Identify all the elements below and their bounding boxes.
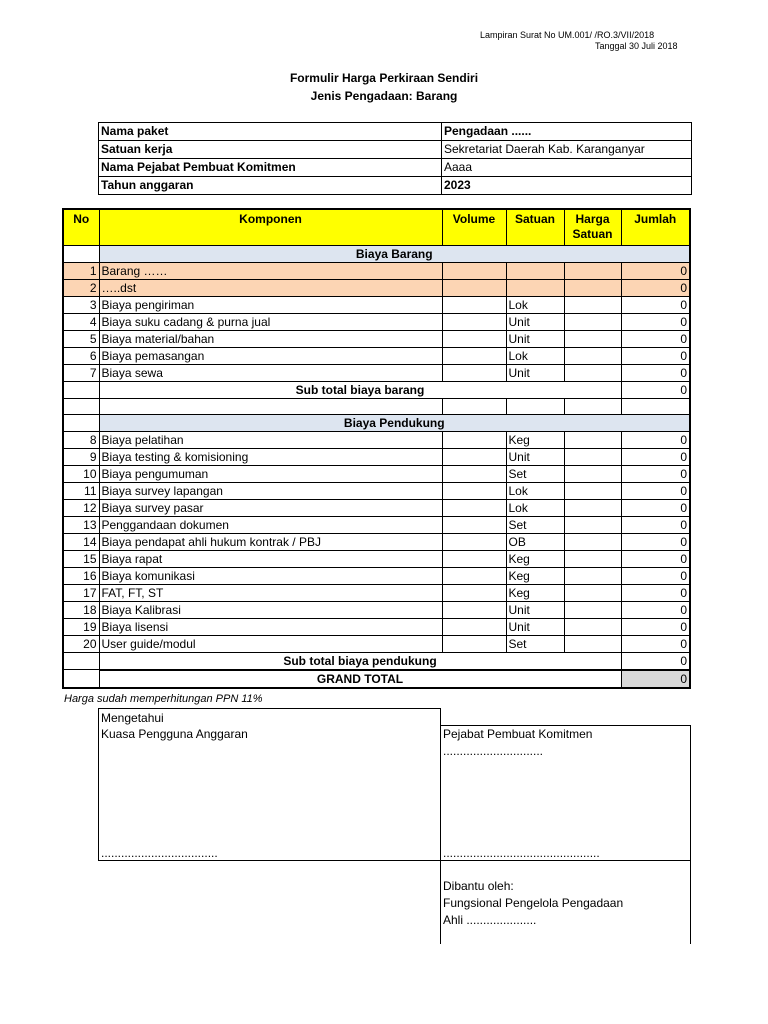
row-satuan: Unit (506, 364, 564, 381)
row-satuan: Keg (506, 584, 564, 601)
section-biaya-pendukung-row (63, 414, 690, 431)
row-volume (442, 262, 506, 279)
sig-helper-label: Dibantu oleh: (443, 879, 514, 893)
row-komponen: Biaya pendapat ahli hukum kontrak / PBJ (99, 533, 442, 550)
row-harga-satuan (564, 364, 621, 381)
row-jumlah: 0 (621, 618, 690, 635)
info-row (99, 159, 692, 177)
table-row (63, 330, 690, 347)
row-satuan: Set (506, 635, 564, 652)
subtotal-barang-value: 0 (621, 381, 690, 398)
grand-total-row (63, 670, 690, 688)
cost-table (62, 208, 691, 689)
header-jumlah: Jumlah (621, 209, 690, 245)
form-title: Formulir Harga Perkiraan Sendiri (289, 71, 479, 85)
row-komponen: …..dst (99, 279, 442, 296)
row-jumlah: 0 (621, 584, 690, 601)
sig-ppk-dots-top: .............................. (443, 744, 544, 758)
row-jumlah: 0 (621, 635, 690, 652)
row-komponen: Biaya rapat (99, 550, 442, 567)
sig-middle-border (440, 708, 441, 944)
row-harga-satuan (564, 499, 621, 516)
row-harga-satuan (564, 330, 621, 347)
grand-total-label: GRAND TOTAL (99, 670, 621, 688)
row-jumlah: 0 (621, 330, 690, 347)
table-row (63, 364, 690, 381)
sig-right-border (690, 725, 691, 944)
row-no: 19 (63, 618, 99, 635)
row-harga-satuan (564, 465, 621, 482)
info-value: Sekretariat Daerah Kab. Karanganyar (442, 141, 692, 159)
row-satuan: Unit (506, 618, 564, 635)
subtotal-pendukung-value: 0 (621, 652, 690, 670)
row-volume (442, 364, 506, 381)
row-satuan: Keg (506, 550, 564, 567)
row-komponen: Biaya sewa (99, 364, 442, 381)
row-harga-satuan (564, 550, 621, 567)
letter-reference: Lampiran Surat No UM.001/ /RO.3/VII/2018 (480, 30, 655, 40)
empty-cell (63, 398, 99, 414)
row-no: 13 (63, 516, 99, 533)
row-no: 4 (63, 313, 99, 330)
header-volume: Volume (442, 209, 506, 245)
row-komponen: Biaya komunikasi (99, 567, 442, 584)
subtotal-pendukung-row (63, 652, 690, 670)
row-satuan: Unit (506, 601, 564, 618)
row-harga-satuan (564, 347, 621, 364)
row-satuan: Lok (506, 296, 564, 313)
row-volume (442, 550, 506, 567)
table-row (63, 601, 690, 618)
row-komponen: Biaya material/bahan (99, 330, 442, 347)
info-label: Nama paket (99, 123, 442, 141)
row-no: 7 (63, 364, 99, 381)
table-row (63, 279, 690, 296)
sig-kpa-title: Kuasa Pengguna Anggaran (101, 727, 248, 741)
row-volume (442, 601, 506, 618)
row-no: 12 (63, 499, 99, 516)
row-harga-satuan (564, 533, 621, 550)
row-satuan: Lok (506, 499, 564, 516)
row-komponen: Biaya survey pasar (99, 499, 442, 516)
empty-cell (564, 398, 621, 414)
row-satuan: Lok (506, 347, 564, 364)
table-row (63, 482, 690, 499)
empty-cell (506, 398, 564, 414)
row-satuan (506, 262, 564, 279)
info-value: Pengadaan ...... (442, 123, 692, 141)
row-harga-satuan (564, 601, 621, 618)
row-komponen: Biaya suku cadang & purna jual (99, 313, 442, 330)
subtotal-barang-label: Sub total biaya barang (99, 381, 621, 398)
subtotal-barang-row (63, 381, 690, 398)
row-satuan: OB (506, 533, 564, 550)
row-volume (442, 465, 506, 482)
row-jumlah: 0 (621, 567, 690, 584)
empty-cell (99, 398, 442, 414)
row-satuan: Keg (506, 431, 564, 448)
row-jumlah: 0 (621, 533, 690, 550)
table-row (63, 262, 690, 279)
row-jumlah: 0 (621, 364, 690, 381)
row-volume (442, 431, 506, 448)
row-komponen: Penggandaan dokumen (99, 516, 442, 533)
form-subtitle: Jenis Pengadaan: Barang (310, 89, 458, 103)
table-row (63, 296, 690, 313)
table-row (63, 567, 690, 584)
row-no: 1 (63, 262, 99, 279)
empty-cell (442, 398, 506, 414)
table-row (63, 550, 690, 567)
empty-cell (63, 414, 99, 431)
info-row (99, 141, 692, 159)
row-volume (442, 618, 506, 635)
sig-helper-name: Ahli ..................... (443, 913, 537, 927)
info-label: Tahun anggaran (99, 177, 442, 195)
info-value: Aaaa (442, 159, 692, 177)
row-jumlah: 0 (621, 550, 690, 567)
row-no: 17 (63, 584, 99, 601)
row-komponen: Biaya pengumuman (99, 465, 442, 482)
row-komponen: Barang …… (99, 262, 442, 279)
row-volume (442, 279, 506, 296)
section-biaya-barang: Biaya Barang (99, 245, 690, 262)
row-satuan: Unit (506, 330, 564, 347)
table-row (63, 635, 690, 652)
table-row (63, 533, 690, 550)
table-row (63, 584, 690, 601)
empty-cell (63, 670, 99, 688)
ppn-note: Harga sudah memperhitungan PPN 11% (64, 693, 263, 705)
row-no: 18 (63, 601, 99, 618)
table-row (63, 499, 690, 516)
row-no: 2 (63, 279, 99, 296)
row-jumlah: 0 (621, 482, 690, 499)
row-satuan: Set (506, 465, 564, 482)
row-no: 10 (63, 465, 99, 482)
row-volume (442, 330, 506, 347)
section-biaya-pendukung: Biaya Pendukung (99, 414, 690, 431)
row-no: 11 (63, 482, 99, 499)
row-jumlah: 0 (621, 313, 690, 330)
row-satuan: Set (506, 516, 564, 533)
row-volume (442, 584, 506, 601)
subtotal-pendukung-label: Sub total biaya pendukung (99, 652, 621, 670)
empty-cell (63, 245, 99, 262)
row-harga-satuan (564, 567, 621, 584)
package-info-table (98, 122, 692, 195)
row-komponen: Biaya pemasangan (99, 347, 442, 364)
info-value: 2023 (442, 177, 692, 195)
row-komponen: Biaya testing & komisioning (99, 448, 442, 465)
row-no: 5 (63, 330, 99, 347)
row-volume (442, 635, 506, 652)
row-no: 3 (63, 296, 99, 313)
row-volume (442, 567, 506, 584)
row-komponen: FAT, FT, ST (99, 584, 442, 601)
row-satuan: Unit (506, 313, 564, 330)
row-jumlah: 0 (621, 262, 690, 279)
row-no: 8 (63, 431, 99, 448)
row-no: 14 (63, 533, 99, 550)
row-satuan: Unit (506, 448, 564, 465)
row-satuan (506, 279, 564, 296)
row-volume (442, 516, 506, 533)
header-satuan: Satuan (506, 209, 564, 245)
row-volume (442, 296, 506, 313)
row-harga-satuan (564, 618, 621, 635)
row-volume (442, 499, 506, 516)
row-volume (442, 313, 506, 330)
row-harga-satuan (564, 313, 621, 330)
blank-row (63, 398, 690, 414)
row-komponen: Biaya pelatihan (99, 431, 442, 448)
header-no: No (63, 209, 99, 245)
table-row (63, 431, 690, 448)
row-harga-satuan (564, 448, 621, 465)
row-volume (442, 448, 506, 465)
row-jumlah: 0 (621, 296, 690, 313)
empty-cell (621, 398, 690, 414)
row-satuan: Keg (506, 567, 564, 584)
row-jumlah: 0 (621, 347, 690, 364)
sig-mengetahui: Mengetahui (101, 711, 164, 725)
row-jumlah: 0 (621, 448, 690, 465)
row-komponen: Biaya lisensi (99, 618, 442, 635)
row-harga-satuan (564, 584, 621, 601)
row-no: 6 (63, 347, 99, 364)
table-row (63, 516, 690, 533)
row-harga-satuan (564, 279, 621, 296)
row-komponen: Biaya pengiriman (99, 296, 442, 313)
row-harga-satuan (564, 431, 621, 448)
section-biaya-barang-row (63, 245, 690, 262)
row-harga-satuan (564, 635, 621, 652)
sig-left-top-border (98, 708, 440, 709)
empty-cell (63, 652, 99, 670)
table-header-row (63, 209, 690, 245)
info-label: Satuan kerja (99, 141, 442, 159)
sig-helper-role: Fungsional Pengelola Pengadaan (443, 896, 624, 910)
row-no: 20 (63, 635, 99, 652)
info-label: Nama Pejabat Pembuat Komitmen (99, 159, 442, 177)
row-satuan: Lok (506, 482, 564, 499)
row-jumlah: 0 (621, 431, 690, 448)
row-komponen: Biaya Kalibrasi (99, 601, 442, 618)
row-no: 16 (63, 567, 99, 584)
row-komponen: Biaya survey lapangan (99, 482, 442, 499)
row-volume (442, 347, 506, 364)
sig-left-border (98, 708, 99, 860)
row-komponen: User guide/modul (99, 635, 442, 652)
row-jumlah: 0 (621, 279, 690, 296)
row-harga-satuan (564, 262, 621, 279)
letter-date: Tanggal 30 Juli 2018 (595, 41, 678, 51)
row-harga-satuan (564, 296, 621, 313)
table-row (63, 313, 690, 330)
header-harga-satuan: Harga Satuan (564, 209, 621, 245)
sig-ppk-dots: ............................................... (443, 846, 600, 860)
row-jumlah: 0 (621, 499, 690, 516)
info-row (99, 177, 692, 195)
sig-kpa-dots: ................................... (101, 846, 218, 860)
table-row (63, 347, 690, 364)
grand-total-value: 0 (621, 670, 690, 688)
info-row (99, 123, 692, 141)
row-harga-satuan (564, 516, 621, 533)
row-no: 15 (63, 550, 99, 567)
row-jumlah: 0 (621, 516, 690, 533)
table-row (63, 465, 690, 482)
row-volume (442, 482, 506, 499)
header-komponen: Komponen (99, 209, 442, 245)
row-no: 9 (63, 448, 99, 465)
row-jumlah: 0 (621, 465, 690, 482)
table-row (63, 618, 690, 635)
empty-cell (63, 381, 99, 398)
table-row (63, 448, 690, 465)
row-volume (442, 533, 506, 550)
sig-ppk-title: Pejabat Pembuat Komitmen (443, 727, 593, 741)
row-jumlah: 0 (621, 601, 690, 618)
row-harga-satuan (564, 482, 621, 499)
